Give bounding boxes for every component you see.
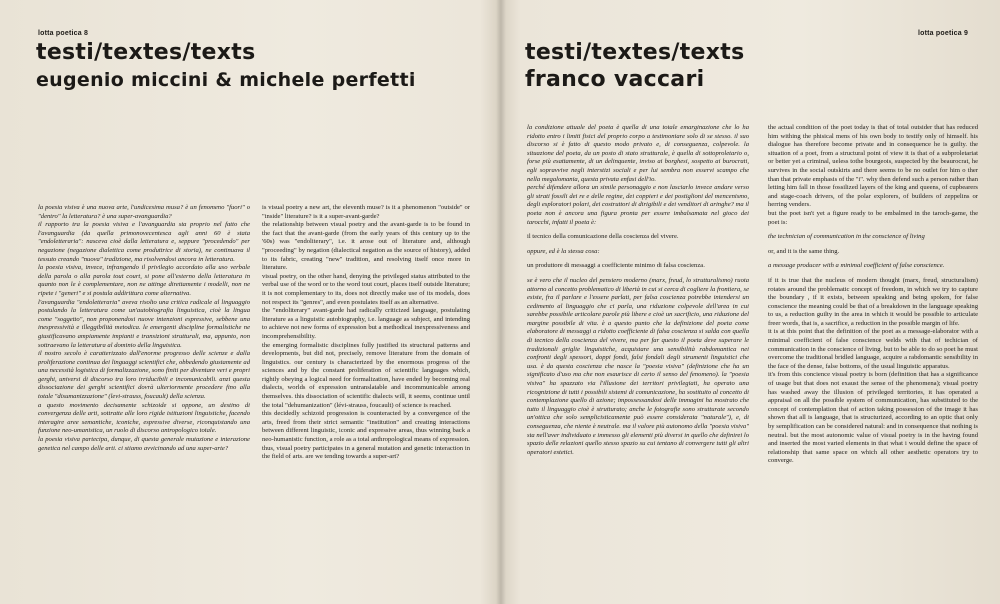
italian-definition-1: il tecnico della comunicazione della coscienza del vivere. [527,233,679,241]
folio-right: lotta poetica 9 [918,30,969,37]
folio-left: lotta poetica 8 [38,30,89,37]
page-title-right: testi/textes/texts [525,40,745,65]
english-definition-2: or, and it is the same thing. [768,247,840,255]
column-italian-right [527,124,749,572]
english-body: if it is true that the nucleus of modern thought (marx, freud, structuralism) rotates around the problematic concept of freedom, in which we try to capture the boundary , if it exists, between speaking and being spoken, for false conscience the meaning could be that of a breakdown in the language speaking to us, a reduction guilty in the area in which it would be possible to articulate freer words, that is, a sacrifice, a reduction in the possible margin of life. it is at this point that the definition of the poet as a message-elaborator with a minimal coefficient of false conscience welds with that of techician of communication in the conscience of living. but to be able to do so poet he must overcome the traditional bridled language, acquire a rabdomantic sensibility in the face of the dense, false bottoms, of the usual linguistic apparatus. it's from this concience visual poetry is born (definition that has a significance of usage but that does not exaust the sense of the phenomena); visual poetry has washed away the illusion of privileged territories, it has operated a appraisal on all the possible system of communication, has substituted to the concept of contemplation that of action taking possession of the image it has shown that all is language, that is structurized, according to an optic that only by semplification can be considered natural: and in consequence that nothing is neutral. but the most autonomic value of visual poetry is in the having found and inserted the most varied elements in that what i would define the space of relationship that same space on which all other aesthetic operators try to converge. [768,276,978,465]
column-italian-left: la poesia visiva è una nuova arte, l'undicesima musa? è un fenomeno "fuori" o "dentro" la letteratura? è una super-avanguardia? il rapporto tra la poesia visiva e l'avanguardia sta proprio nel fatto che l'avanguardia (da quella primonovecentesca agli anni 60 è stata "endoletteraria": nasceva cioè dalla letteratura e, seppure "procedendo" per negazione (negazione dialettica come produttrice di storia), ne continuava il tessuto creando "nuova" tradizione, ma risolvendosi ancora in letteratura. la poesia visiva, invece, infrangendo il privilegio accordato alla uso verbale della parola o alla parola tout court, si pone all'esterno della letteratura in quanto non le è complementare, non ne attinge direttamente i modelli, non ne ripete i "generi" e si postula addirittura come alternativa. l'avanguardia "endoletteraria" aveva risolto una critica radicale al linguaggio postulando la letteratura come un'autobiografia linguistica, cioè la lingua come "soggetto", non proponendosi nuove intenzioni espressive, sebbene una inespressività e illeggibilità metodica. le emergenti discipline formalistiche ne giustificavano ampiamente impianti e transizioni strutturali, ma, appunto, non sottraevano la letteratura al dominio della linguistica. il nostro secolo è caratterizzato dall'enorme progresso delle scienze e dalla proliferazione continua dei linguaggi scientifici che, obbedendo giustamente ad una necessità logistica di formalizzazione, sono finiti per diventare veri e propri gerghi, universi di discorso tra loro irriducibili e incomunicabili. anzi questa dissociazione dei gerghi scientifici dovrà ulteriormente procedere fino alla totale "disumanizzazione" (levi-strauss, foucault) della scienza. a questo movimento decisamente schizoide si oppone, un destino di convergenza delle arti, sottratte alle loro rigide istituzioni linguistiche, facendo interagire aree semantiche, iconiche, espressive diverse, riconquistando una funzione neo-umanistica, un ruolo di discorso antropologico totale. la poesia visiva partecipa, dunque, di questa generale mutazione e interazione genetica nel campo delle arti. ci stiamo avvicinando ad una super-arte? [38,204,250,452]
italian-definition-3: un produttore di messaggi a coefficiente minimo di falsa coscienza. [527,262,705,270]
column-english-right [768,124,978,572]
page-gutter [496,0,506,604]
english-definition-3: a message producer with a minimal coefficient of false conscience. [768,262,945,270]
authors-left: eugenio miccini & michele perfetti [36,69,416,91]
italian-definition-2: oppure, ed è la stessa cosa: [527,247,600,255]
column-english-left: is visual poetry a new art, the eleventh muse? is it a phenomenon "outside" or "inside" literature? is it a super-avant-garde? the relationship between visual poetry and the avant-garde is to be found in the fact that the avant-garde (from the early years of this century up to the '60s) was "endoliterary", i.e. it arose out of literature and, although "proceeding" by negation (dialectical negation as the source of history), added to its fabric, creating "new" tradition, and resolving itself once more in literature. visual poetry, on the other hand, denying the privileged status attributed to the verbal use of the word or to the word tout court, places itself outside literature; it is not complementary to its, does not directly make use of its models, does not respect its "genres", and even postulates itself as an alternative. the "endoliterary" avant-garde had radically criticized language, postulating literature as a linguistic autobiography, i.e. language as subject, and intending to achieve not new forms of expression but a methodical inexpressiveness and incomprehensibility. the emerging formalistic disciplines fully justified its structural patterns and developments, but did not, precisely, remove literature from the domain of linguistics. our century is characterized by the enormous progress of the sciences and by the constant proliferation of scientific languages which, rightly obeying a logical need for formalization, have ended by becoming real dialects, worlds of expression untranslatable and incommunicable among themselves. this dissociation of scientific dialects will, it seems, continue until the total "dehumanization" (lévi-strauss, foucault) of science is reached. this decidedly schizoid progression is counteracted by a convergence of the arts, freed from their strict semantic "institution" and creating interactions between different linguistic, iconic and expressive areas, thus winning back a neo-humanistic function, a role as a total anthropological means of expression. thus, visual poetry participates in a general mutation and genetic interaction in the field of arts. are we tending towards a super-art? [262,204,470,461]
italian-intro: la condizione attuale del poeta è quella di una totale emarginazione che lo ha ridotto entro i limiti fisici del proprio corpo a testimoniare solo di se stesso. il suo discorso si è fatto di questo modo privato e, di conseguenza, colpevole. la situazione del poeta, da un posto di stato strutturale, è quella di sottoproletario o, forse più esattamente, di un delinquente, inviso ai borghesi, sospetto ai burocrati, egli sopravvive negli interstizi sociali e per lui sembra non esservi scampo che nella megalomania, questa privata enfasi dell'io. perché difendere allora un simile personaggio e non lasciarlo invece andare verso gli strati fossili dei re e delle regine, dei coppieri e dei postiglioni del mencenismo, degli esploratori polari, dei costruttori di dirigibili e dei venditori di aringhe? ma il poeta non è ancora una figura pronta per essere imbalsamata nel gioco dei tarocchi, infatti il poeta è: [527,124,749,226]
english-definition-1: the technician of communication in the conscience of living [768,233,925,241]
authors-right: franco vaccari [525,67,705,92]
italian-body: se è vero che il nucleo del pensiero moderno (marx, freud, lo strutturalismo) ruota attorno al concetto problematico di libertà in cui si cerca di cogliere la frontiera, se esiste, fra il parlare e l'essere parlati, per falsa coscienza potrebbe intendersi un cedimento al linguaggio che ci parla, una riduzione colpevole dell'area in cui sarebbe possibile articolare parole più libere e cioè un sacrificio, una riduzione del margine possibile di vita. è a questo punto che la definizione del poeta come elaboratore di messaggi a ridotto coefficiente di falsa coscienza si salda con quella di tecnico della coscienza del vivere, ma per far questo il poeta deve superare le tradizionali griglie linguistiche, acquistare una sensibilità rabdomantica nei confronti degli spessori, doppi fondi, falsi fondali degli strumenti linguistici che usa. è da questa coscienza che nasce la "poesia visiva" (definizione che ha un significato d'uso ma che non esaurisce di certo il senso del fenomeno). la "poesia visiva" ha spazzato via l'illusione dei territori privilegiati, ha operato una ricognizione di tutti i possibili sistemi di comunicazione, ha sostituito al concetto di contemplazione quello di azione; impossessandosi delle immagini ha mostrato che tutto il linguaggio cioè è strutturato; anche le fotografie sono strutturate secondo un'ottica che solo semplicisticamente può essere considerata "naturale"), e, di conseguenza, che niente è neutrale. ma il valore più autonomo della "poesia visiva" sta nell'aver individuato e immesso gli elementi più diversi in quello che definirei lo spazio delle relazioni quello stesso spazio su cui tentano di convergere tutti gli altri operatori estetici. [527,276,749,456]
page-title-left: testi/textes/texts [36,40,256,65]
english-intro: the actual condition of the poet today is that of total outsider that has reduced him withing the phisical mens of his own body to testify only of himself. his dialogue has therefore become private and in consequence he is guilty. the situation of a poet, from a structural point of view it is that of a subproletariat or better yet a criminal, ueless tothe bourgeois, suspected by the beaurocrat, he survives in the social outskirts and there seems to be no outlet for him o ther than that private emphasis of the "i". why then defend such a person rather than letting him fall in those fossilized layers of the king and queens, of cupbearers and stage-coach drivers, of the polar explorers, of builders of zeppelins or herring venders. but the poet isn't yet a figure ready to be embalmed in the taroch-game, the poet is: [768,124,978,226]
